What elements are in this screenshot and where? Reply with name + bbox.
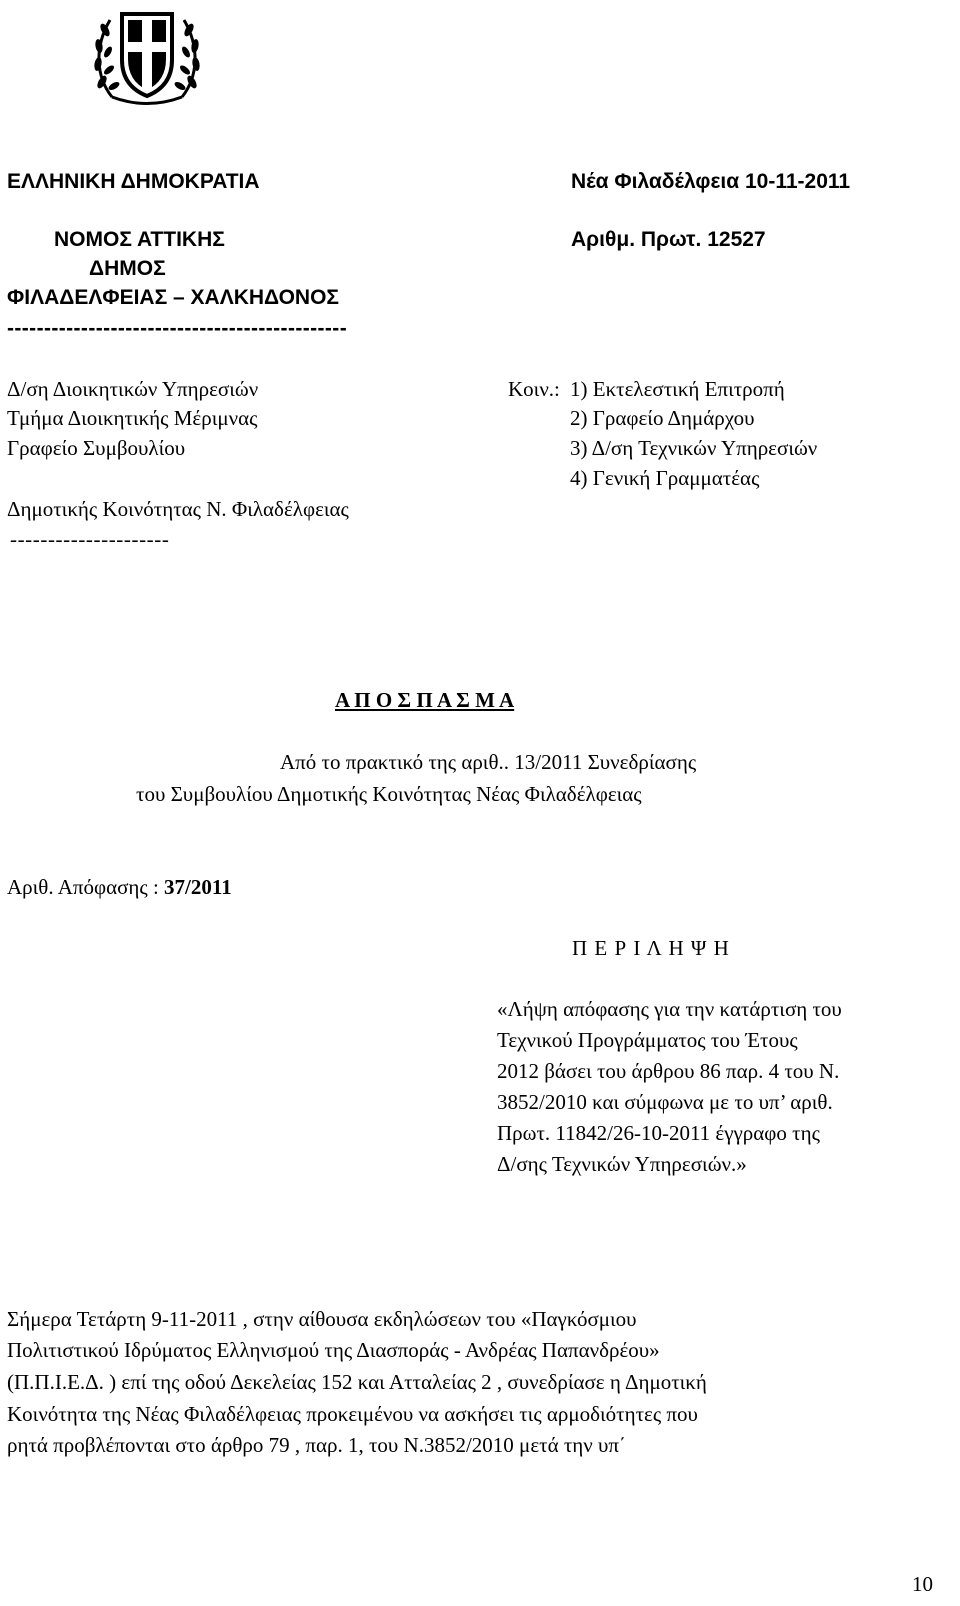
sender-line-office: Γραφείο Συμβουλίου [7,436,186,460]
summary-line: Τεχνικού Προγράμματος του Έτους [497,1028,798,1052]
protocol-number: Αριθμ. Πρωτ. 12527 [571,228,766,251]
summary-line: Πρωτ. 11842/26-10-2011 έγγραφο της [497,1121,820,1145]
recipient-item: 1) Εκτελεστική Επιτροπή [570,377,785,401]
municipality-heading-line1: ΔΗΜΟΣ [89,257,166,280]
recipient-item: 2) Γραφείο Δημάρχου [570,406,755,430]
summary-line: 2012 βάσει του άρθρου 86 παρ. 4 του Ν. [497,1059,840,1083]
extract-line2: του Συμβουλίου Δημοτικής Κοινότητας Νέας Φιλαδέλφειας [136,782,642,806]
sender-line-department: Τμήμα Διοικητικής Μέριμνας [7,406,258,430]
extract-title: Α Π Ο Σ Π Α Σ Μ Α [335,688,515,712]
body-line: (Π.Π.Ι.Ε.Δ. ) επί της οδού Δεκελείας 152 και Ατταλείας 2 , συνεδρίασε η Δημοτική [7,1370,707,1394]
municipality-heading-line2: ΦΙΛΑΔΕΛΦΕΙΑΣ – ΧΑΛΚΗΔΟΝΟΣ [7,286,340,309]
place-and-date: Νέα Φιλαδέλφεια 10-11-2011 [571,170,851,193]
sender-line-directorate: Δ/ση Διοικητικών Υπηρεσιών [7,377,259,401]
header-separator: ---------------------------------------------- [7,317,348,340]
body-line: Σήμερα Τετάρτη 9-11-2011 , στην αίθουσα εκδηλώσεων του «Παγκόσμιου [7,1307,637,1331]
greek-coat-of-arms-icon [92,2,202,110]
body-line: Πολιτιστικού Ιδρύματος Ελληνισμού της Διασποράς - Ανδρέας Παπανδρέου» [7,1338,660,1362]
country-heading: ΕΛΛΗΝΙΚΗ ΔΗΜΟΚΡΑΤΙΑ [7,170,260,193]
decision-value: 37/2011 [164,875,232,899]
summary-line: «Λήψη απόφασης για την κατάρτιση του [497,997,842,1021]
body-line: Κοινότητα της Νέας Φιλαδέλφειας προκειμένου να ασκήσει τις αρμοδιότητες που [7,1402,698,1426]
decision-label: Αριθ. Απόφασης : [7,875,159,899]
summary-line: Δ/σης Τεχνικών Υπηρεσιών.» [497,1152,747,1176]
decision-number [7,875,232,900]
recipients-label: Κοιν.: [508,377,560,401]
page-number: 10 [912,1572,933,1596]
body-line: ρητά προβλέπονται στο άρθρο 79 , παρ. 1, του Ν.3852/2010 μετά την υπ΄ [7,1433,626,1457]
recipient-item: 3) Δ/ση Τεχνικών Υπηρεσιών [570,436,818,460]
summary-line: 3852/2010 και σύμφωνα με το υπ’ αριθ. [497,1090,833,1114]
sender-separator: --------------------- [10,527,170,551]
summary-title: Π Ε Ρ Ι Λ Η Ψ Η [572,936,730,960]
recipient-item: 4) Γενική Γραμματέας [570,466,760,490]
sender-line-community: Δημοτικής Κοινότητας Ν. Φιλαδέλφειας [7,497,349,521]
extract-line1: Από το πρακτικό της αριθ.. 13/2011 Συνεδρίασης [280,750,697,774]
prefecture-heading: ΝΟΜΟΣ ΑΤΤΙΚΗΣ [54,228,225,251]
